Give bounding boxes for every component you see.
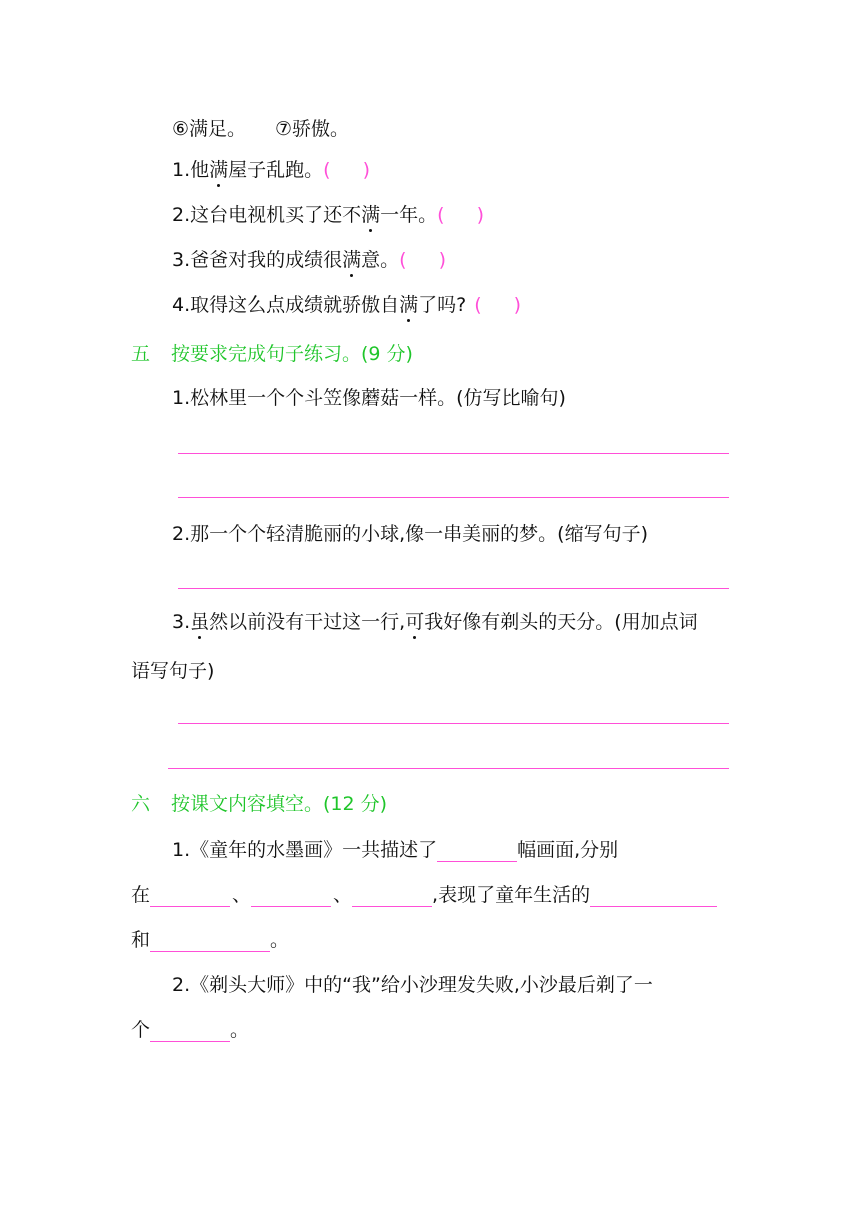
sentence-item-1: 1.他满屋子乱跑。( ) bbox=[172, 159, 371, 181]
fill-blank[interactable] bbox=[352, 886, 432, 907]
section-6-title: 按课文内容填空。(12 分) bbox=[171, 793, 388, 815]
answer-paren[interactable]: ( ) bbox=[437, 204, 485, 226]
question-6-2-line-1: 2.《剃头大师》中的“我”给小沙理发失败,小沙最后剃了一 bbox=[172, 974, 653, 996]
question-5-3-line-1: 3.虽然以前没有干过这一行,可我好像有剃头的天分。(用加点词 bbox=[172, 611, 698, 633]
answer-line[interactable] bbox=[178, 588, 729, 589]
fill-blank[interactable] bbox=[251, 886, 331, 907]
section-6-number: 六 bbox=[131, 793, 151, 815]
fill-blank[interactable] bbox=[150, 1021, 230, 1042]
fill-blank[interactable] bbox=[150, 931, 270, 952]
fill-blank[interactable] bbox=[437, 841, 517, 862]
meaning-6: ⑥满足。 bbox=[172, 118, 247, 140]
sentence-item-4: 4.取得这么点成绩就骄傲自满了吗? ( ) bbox=[172, 294, 522, 316]
answer-line[interactable] bbox=[178, 723, 729, 724]
fill-blank[interactable] bbox=[590, 886, 717, 907]
meaning-7: ⑦骄傲。 bbox=[275, 118, 350, 140]
section-5-number: 五 bbox=[131, 343, 151, 365]
answer-paren[interactable]: ( ) bbox=[399, 249, 447, 271]
question-5-1: 1.松林里一个个斗笠像蘑菇一样。(仿写比喻句) bbox=[172, 387, 566, 409]
section-5-title: 按要求完成句子练习。(9 分) bbox=[171, 343, 413, 365]
sentence-item-3: 3.爸爸对我的成绩很满意。( ) bbox=[172, 249, 447, 271]
sentence-item-2: 2.这台电视机买了还不满一年。( ) bbox=[172, 204, 485, 226]
answer-line[interactable] bbox=[178, 453, 729, 454]
question-5-2: 2.那一个个轻清脆丽的小球,像一串美丽的梦。(缩写句子) bbox=[172, 523, 648, 545]
answer-line[interactable] bbox=[178, 497, 729, 498]
answer-line[interactable] bbox=[168, 768, 729, 769]
question-5-3-line-2: 语写句子) bbox=[131, 660, 215, 682]
fill-blank[interactable] bbox=[150, 886, 230, 907]
question-6-2-line-2: 个 。 bbox=[131, 1019, 250, 1041]
question-6-1-line-2: 在 、 、 ,表现了童年生活的 bbox=[131, 883, 717, 907]
answer-paren[interactable]: ( ) bbox=[323, 159, 371, 181]
question-6-1-line-1: 1.《童年的水墨画》一共描述了 幅画面,分别 bbox=[172, 839, 619, 861]
answer-paren[interactable]: ( ) bbox=[474, 294, 522, 316]
question-6-1-line-3: 和 。 bbox=[131, 929, 290, 951]
